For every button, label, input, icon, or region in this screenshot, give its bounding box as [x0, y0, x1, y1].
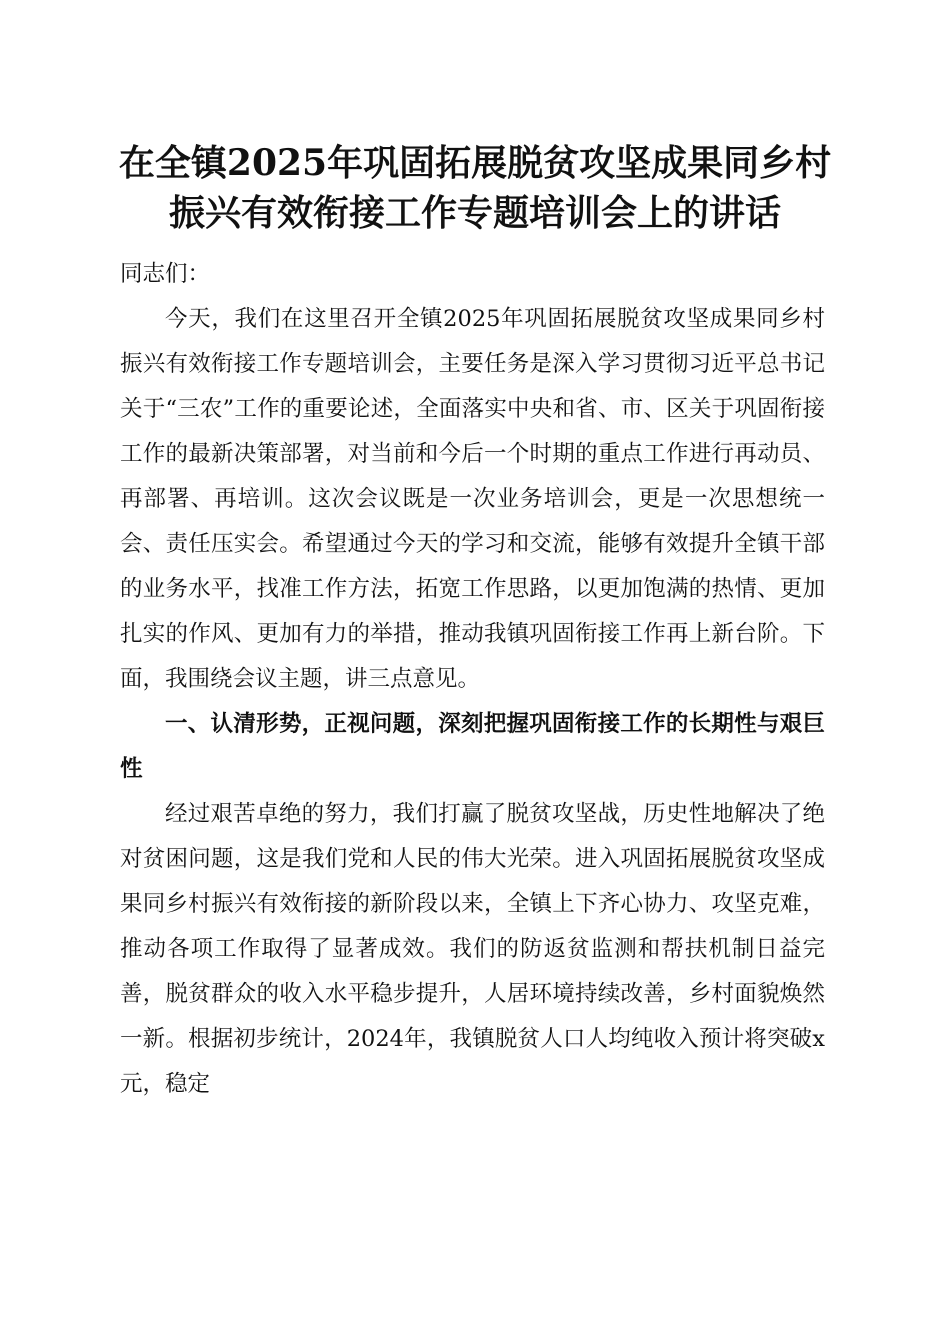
document-title: [110, 138, 840, 238]
salutation: 同志们：: [120, 261, 211, 287]
paragraph-section-1: 经过艰苦卓绝的努力，我们打赢了脱贫攻坚战，历史性地解决了绝对贫困问题，这是我们党和人民的伟大光荣。进入巩固拓展脱贫攻坚成果同乡村振兴有效衔接的新阶段以来，全镇上下齐心协力、攻坚克难，推动各项工作取得了显著成效。我们的防返贫监测和帮扶机制日益完善，脱贫群众的收入水平稳步提升，人居环境持续改善，乡村面貌焕然一新。根据初步统计，2024年，我镇脱贫人口人均纯收入预计将突破x元，稳定: [120, 801, 825, 1097]
title-line-1: 在全镇2025年巩固拓展脱贫攻坚成果同乡村: [118, 142, 832, 184]
title-line-2: 振兴有效衔接工作专题培训会上的讲话: [168, 192, 781, 234]
document-body: [120, 252, 825, 1107]
section-heading-1: 一、认清形势，正视问题，深刻把握巩固衔接工作的长期性与艰巨性: [120, 711, 825, 782]
paragraph-opening: 今天，我们在这里召开全镇2025年巩固拓展脱贫攻坚成果同乡村振兴有效衔接工作专题培训会，主要任务是深入学习贯彻习近平总书记关于“三农”工作的重要论述，全面落实中央和省、市、区关于巩固衔接工作的最新决策部署，对当前和今后一个时期的重点工作进行再动员、再部署、再培训。这次会议既是一次业务培训会，更是一次思想统一会、责任压实会。希望通过今天的学习和交流，能够有效提升全镇干部的业务水平，找准工作方法，拓宽工作思路，以更加饱满的热情、更加扎实的作风、更加有力的举措，推动我镇巩固衔接工作再上新台阶。下面，我围绕会议主题，讲三点意见。: [120, 306, 825, 692]
